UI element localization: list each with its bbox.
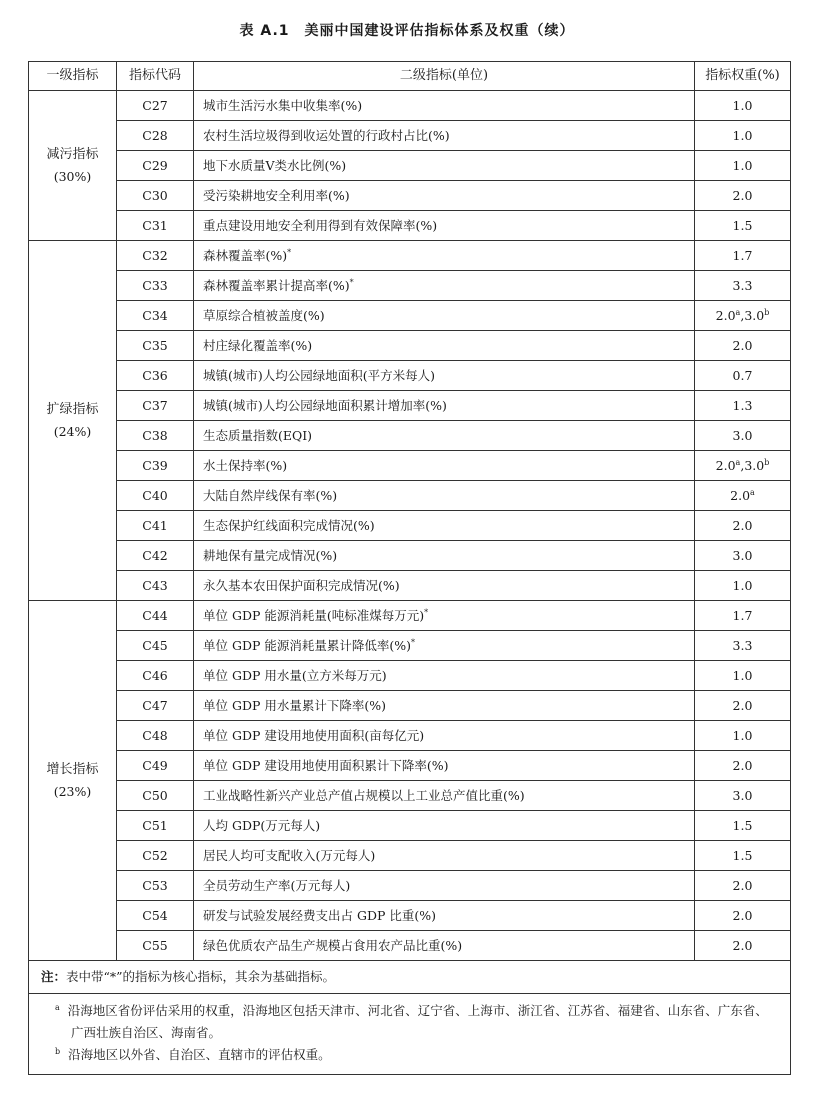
footnote-b (41, 1044, 778, 1066)
indicator-weight (695, 901, 791, 931)
table-body (29, 91, 791, 961)
header-level2: 二级指标(单位) (194, 62, 695, 91)
indicator-code: C55 (117, 931, 194, 961)
table-row (29, 601, 791, 631)
indicator-code: C39 (117, 451, 194, 481)
core-mark: * (411, 637, 415, 647)
indicator-name-text: 生态质量指数(EQI) (203, 428, 313, 443)
indicator-weight (695, 721, 791, 751)
table-row (29, 151, 791, 181)
indicator-code: C54 (117, 901, 194, 931)
indicator-code: C43 (117, 571, 194, 601)
weight-value-2: 3.0 (744, 458, 765, 473)
indicator-name-text: 城镇(城市)人均公园绿地面积(平方米每人) (203, 368, 436, 383)
indicator-name-text: 工业战略性新兴产业总产值占规模以上工业总产值比重(%) (203, 788, 525, 803)
group-percent: (30%) (53, 168, 92, 184)
header-level1: 一级指标 (29, 62, 117, 91)
indicator-name-text: 研发与试验发展经费支出占 GDP 比重(%) (203, 908, 436, 923)
indicator-name-text: 城镇(城市)人均公园绿地面积累计增加率(%) (203, 398, 447, 413)
table-row (29, 421, 791, 451)
indicator-name-text: 受污染耕地安全利用率(%) (203, 188, 350, 203)
indicator-name-text: 村庄绿化覆盖率(%) (203, 338, 313, 353)
weight-value: 1.5 (732, 218, 753, 233)
table-row (29, 571, 791, 601)
weight-value: 2.0 (715, 308, 736, 323)
core-mark: * (287, 247, 292, 257)
table-row (29, 931, 791, 961)
core-mark: * (424, 607, 429, 617)
weight-value: 3.0 (732, 788, 753, 803)
indicator-code: C52 (117, 841, 194, 871)
indicator-name-text: 地下水质量Ⅴ类水比例(%) (203, 158, 347, 173)
table-row (29, 211, 791, 241)
indicator-weight (695, 391, 791, 421)
table-row (29, 331, 791, 361)
weight-value: 0.7 (732, 368, 753, 383)
indicator-name (194, 841, 695, 871)
group-cell (29, 241, 117, 601)
weight-value: 1.0 (732, 128, 753, 143)
indicator-name (194, 241, 695, 271)
footnote-text: 沿海地区省份评估采用的权重，沿海地区包括天津市、河北省、辽宁省、上海市、浙江省、江苏省、福建省、山东省、广东省、广西壮族自治区、海南省。 (67, 1003, 768, 1040)
table-row (29, 841, 791, 871)
note-row (29, 961, 791, 994)
indicator-weight (695, 331, 791, 361)
indicator-weight (695, 91, 791, 121)
weight-value: 3.0 (732, 548, 753, 563)
indicator-weight: 2.0$^a$,3.0$^b$ (695, 301, 791, 331)
indicator-weight (695, 511, 791, 541)
weight-value: 1.3 (732, 398, 753, 413)
indicator-name (194, 511, 695, 541)
indicator-weight: 2.0$^a$,3.0$^b$ (695, 451, 791, 481)
indicator-name (194, 121, 695, 151)
note-label: 注： (41, 969, 67, 984)
group-name: 增长指标 (46, 761, 99, 777)
indicator-weight (695, 361, 791, 391)
indicator-name (194, 721, 695, 751)
indicator-code: C29 (117, 151, 194, 181)
weight-value: 2.0 (732, 338, 753, 353)
indicator-name-text: 生态保护红线面积完成情况(%) (203, 518, 375, 533)
header-code: 指标代码 (117, 62, 194, 91)
weight-value: 2.0 (715, 458, 736, 473)
indicator-weight (695, 931, 791, 961)
weight-value: 2.0 (732, 698, 753, 713)
table-row (29, 901, 791, 931)
indicator-code: C32 (117, 241, 194, 271)
indicator-name-text: 草原综合植被盖度(%) (203, 308, 325, 323)
indicator-name-text: 单位 GDP 建设用地使用面积(亩每亿元) (203, 728, 425, 743)
indicator-name-text: 水土保持率(%) (203, 458, 288, 473)
indicator-weight (695, 121, 791, 151)
indicator-weight (695, 691, 791, 721)
indicator-code: C40 (117, 481, 194, 511)
indicator-name (194, 91, 695, 121)
footnote-row (29, 994, 791, 1075)
indicator-code: C34 (117, 301, 194, 331)
footnote-cell (29, 994, 791, 1075)
indicator-weight (695, 871, 791, 901)
weight-value: 1.7 (732, 248, 753, 263)
indicator-name (194, 451, 695, 481)
indicator-name (194, 571, 695, 601)
weight-value: 3.3 (732, 638, 753, 653)
weight-note-mark: a (735, 457, 741, 467)
table-row (29, 241, 791, 271)
indicator-name-text: 单位 GDP 用水量累计下降率(%) (203, 698, 386, 713)
group-name: 扩绿指标 (46, 401, 99, 417)
indicator-name-text: 森林覆盖率累计提高率(%) (203, 278, 350, 293)
table-row (29, 661, 791, 691)
indicator-weight (695, 181, 791, 211)
header-weight: 指标权重(%) (695, 62, 791, 91)
table-row (29, 721, 791, 751)
indicator-name-text: 永久基本农田保护面积完成情况(%) (203, 578, 400, 593)
table-row (29, 751, 791, 781)
indicator-weight (695, 661, 791, 691)
indicator-name-text: 单位 GDP 建设用地使用面积累计下降率(%) (203, 758, 449, 773)
note-cell (29, 961, 791, 994)
indicator-name (194, 661, 695, 691)
indicator-name (194, 211, 695, 241)
indicator-name-text: 农村生活垃圾得到收运处置的行政村占比(%) (203, 128, 450, 143)
indicator-weight (695, 481, 791, 511)
indicator-code: C36 (117, 361, 194, 391)
note-text: 表中带“*”的指标为核心指标，其余为基础指标。 (66, 969, 336, 984)
indicator-name (194, 691, 695, 721)
table-row (29, 691, 791, 721)
indicator-name (194, 601, 695, 631)
indicator-name (194, 271, 695, 301)
indicator-name-text: 单位 GDP 能源消耗量(吨标准煤每万元) (203, 608, 425, 623)
weight-value: 2.0 (730, 488, 751, 503)
indicator-name-text: 森林覆盖率(%) (203, 248, 288, 263)
group-name: 减污指标 (46, 146, 99, 162)
indicator-weight (695, 421, 791, 451)
indicator-code: C51 (117, 811, 194, 841)
indicator-name (194, 421, 695, 451)
indicator-name-text: 单位 GDP 能源消耗量累计降低率(%) (203, 638, 411, 653)
footnote-a (41, 1000, 778, 1044)
weight-value: 1.0 (732, 668, 753, 683)
table-row (29, 301, 791, 331)
table-row (29, 91, 791, 121)
core-mark: * (349, 277, 354, 287)
indicator-name (194, 151, 695, 181)
footnote-mark: b (55, 1046, 61, 1056)
indicator-name (194, 931, 695, 961)
weight-value: 1.0 (732, 728, 753, 743)
table-row (29, 181, 791, 211)
footnote-mark: a (55, 1002, 60, 1012)
indicator-weight (695, 631, 791, 661)
table-row (29, 631, 791, 661)
indicator-name-text: 大陆自然岸线保有率(%) (203, 488, 338, 503)
indicator-code: C45 (117, 631, 194, 661)
indicator-name (194, 811, 695, 841)
weight-value: 1.0 (732, 98, 753, 113)
group-cell (29, 601, 117, 961)
indicator-name (194, 181, 695, 211)
indicator-weight (695, 241, 791, 271)
indicator-weight (695, 571, 791, 601)
indicator-name (194, 301, 695, 331)
weight-value: 1.0 (732, 578, 753, 593)
indicator-name (194, 361, 695, 391)
table-row (29, 511, 791, 541)
indicator-name-text: 居民人均可支配收入(万元每人) (203, 848, 376, 863)
indicator-code: C38 (117, 421, 194, 451)
weight-value: 1.7 (732, 608, 753, 623)
indicator-name-text: 耕地保有量完成情况(%) (203, 548, 338, 563)
indicator-name (194, 481, 695, 511)
weight-value: 1.0 (732, 158, 753, 173)
weight-value: 2.0 (732, 908, 753, 923)
table-row (29, 871, 791, 901)
footnote-text: 沿海地区以外省、自治区、直辖市的评估权重。 (68, 1047, 331, 1062)
indicator-name-text: 单位 GDP 用水量(立方米每万元) (203, 668, 387, 683)
indicator-code: C48 (117, 721, 194, 751)
weight-note-mark: a (750, 487, 755, 497)
indicator-name (194, 901, 695, 931)
table-row (29, 361, 791, 391)
indicator-weight (695, 541, 791, 571)
indicator-name (194, 781, 695, 811)
indicator-code: C30 (117, 181, 194, 211)
table-row (29, 121, 791, 151)
indicator-weight (695, 841, 791, 871)
weight-value: 3.3 (732, 278, 753, 293)
indicator-weight (695, 211, 791, 241)
weight-value: 2.0 (732, 878, 753, 893)
table-row (29, 481, 791, 511)
weight-value: 2.0 (732, 938, 753, 953)
indicator-name (194, 391, 695, 421)
indicator-table (28, 61, 791, 1075)
weight-value: 2.0 (732, 758, 753, 773)
weight-value: 1.5 (732, 848, 753, 863)
indicator-name-text: 全员劳动生产率(万元每人) (203, 878, 351, 893)
indicator-name (194, 541, 695, 571)
indicator-code: C31 (117, 211, 194, 241)
table-row (29, 271, 791, 301)
weight-note-mark: a (735, 307, 741, 317)
weight-value: 2.0 (732, 518, 753, 533)
indicator-name-text: 绿色优质农产品生产规模占食用农产品比重(%) (203, 938, 463, 953)
indicator-weight (695, 601, 791, 631)
indicator-code: C47 (117, 691, 194, 721)
weight-value-2: 3.0 (744, 308, 765, 323)
indicator-code: C33 (117, 271, 194, 301)
indicator-code: C53 (117, 871, 194, 901)
indicator-code: C27 (117, 91, 194, 121)
weight-note-mark-2: b (764, 307, 770, 317)
weight-value: 2.0 (732, 188, 753, 203)
table-row (29, 541, 791, 571)
indicator-name (194, 631, 695, 661)
weight-value: 3.0 (732, 428, 753, 443)
indicator-code: C28 (117, 121, 194, 151)
group-cell (29, 91, 117, 241)
indicator-code: C44 (117, 601, 194, 631)
indicator-weight (695, 751, 791, 781)
indicator-code: C37 (117, 391, 194, 421)
indicator-name-text: 重点建设用地安全利用得到有效保障率(%) (203, 218, 438, 233)
indicator-name-text: 城市生活污水集中收集率(%) (203, 98, 363, 113)
indicator-weight (695, 811, 791, 841)
indicator-code: C49 (117, 751, 194, 781)
group-percent: (24%) (53, 423, 92, 439)
group-percent: (23%) (53, 783, 92, 799)
weight-value: 1.5 (732, 818, 753, 833)
table-row (29, 391, 791, 421)
indicator-code: C41 (117, 511, 194, 541)
indicator-weight (695, 781, 791, 811)
table-row (29, 781, 791, 811)
indicator-name (194, 871, 695, 901)
indicator-code: C35 (117, 331, 194, 361)
indicator-weight (695, 151, 791, 181)
indicator-weight (695, 271, 791, 301)
indicator-code: C50 (117, 781, 194, 811)
header-row (29, 62, 791, 91)
indicator-code: C42 (117, 541, 194, 571)
weight-note-mark-2: b (764, 457, 770, 467)
table-title: 表 A.1 美丽中国建设评估指标体系及权重（续） (239, 23, 575, 39)
table-row (29, 811, 791, 841)
indicator-name-text: 人均 GDP(万元每人) (203, 818, 321, 833)
table-row (29, 451, 791, 481)
indicator-code: C46 (117, 661, 194, 691)
indicator-name (194, 751, 695, 781)
indicator-name (194, 331, 695, 361)
